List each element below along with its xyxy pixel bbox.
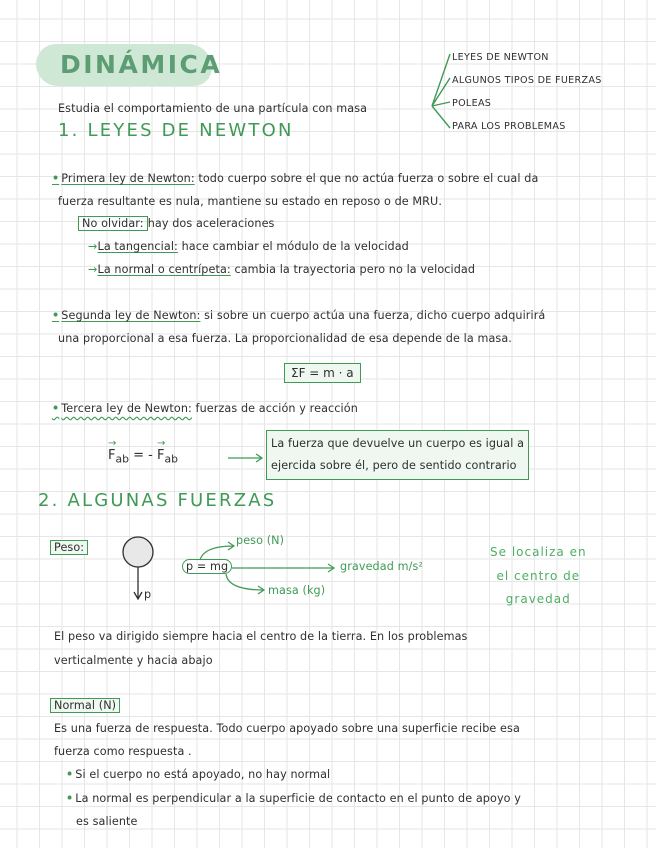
- no-olvidar-line: [78, 217, 274, 230]
- second-law-line2: una proporcional a esa fuerza. La proporcionalidad de esa depende de la masa.: [58, 332, 512, 345]
- normal-desc-line: fuerza como respuesta .: [54, 745, 192, 758]
- section2-title: ALGUNAS FUERZAS: [67, 490, 277, 511]
- topic-item: PARA LOS PROBLEMAS: [452, 121, 566, 132]
- third-law-note-line: La fuerza que devuelve un cuerpo es igual a: [271, 437, 525, 450]
- arrow-icon: →: [88, 240, 98, 253]
- normal-label: Normal (N): [50, 698, 120, 713]
- acceleration-text: hace cambiar el módulo de la velocidad: [181, 240, 409, 253]
- force-symbol: F: [108, 448, 116, 463]
- weight-vector-label: p: [144, 588, 152, 601]
- third-law-equation: [108, 438, 178, 466]
- formula-box: ΣF = m · a: [284, 363, 361, 383]
- peso-note-line: Se localiza en: [490, 545, 587, 559]
- force-subscript: ab: [115, 452, 129, 466]
- acceleration-text: cambia la trayectoria pero no la velocidad: [234, 263, 476, 276]
- intro-text: Estudia el comportamiento de una partícula con masa: [58, 102, 368, 115]
- peso-note: [490, 541, 587, 612]
- peso-unit: peso (N): [236, 534, 285, 547]
- second-law-text: si sobre un cuerpo actúa una fuerza, dicho cuerpo adquirirá: [204, 309, 546, 322]
- arrow-right-icon: [226, 452, 266, 464]
- second-law-line1: [52, 309, 545, 322]
- normal-desc-line: Es una fuerza de respuesta. Todo cuerpo apoyado sobre una superficie recibe esa: [54, 722, 520, 735]
- first-law-line1: [52, 172, 538, 185]
- gravedad-unit: gravedad m/s²: [340, 560, 423, 573]
- section1-number: 1.: [58, 120, 80, 141]
- acceleration-label: La tangencial:: [97, 240, 178, 253]
- no-olvidar-label: No olvidar:: [78, 216, 148, 231]
- peso-diagram: [116, 534, 166, 606]
- force-subscript: ab: [164, 452, 178, 466]
- third-law-note: [266, 430, 529, 480]
- arrow-icon: →: [88, 263, 98, 276]
- section1-title: LEYES DE NEWTON: [87, 120, 294, 141]
- topic-item: LEYES DE NEWTON: [452, 52, 549, 63]
- normal-bullet: • La normal es perpendicular a la superficie de contacto en el punto de apoyo y: [66, 792, 521, 805]
- normal-bullet-continuation: es saliente: [76, 815, 138, 828]
- acceleration-item: [88, 240, 409, 253]
- peso-note-line: gravedad: [505, 592, 571, 606]
- second-law-label: • Segunda ley de Newton:: [52, 309, 200, 322]
- force-symbol: F: [157, 448, 165, 463]
- third-law-label: • Tercera ley de Newton:: [52, 402, 192, 415]
- arrow-over-icon: →: [108, 438, 117, 449]
- topic-item: ALGUNOS TIPOS DE FUERZAS: [452, 75, 602, 86]
- third-law-note-line: ejercida sobre él, pero de sentido contrario: [271, 459, 517, 472]
- arrow-over-icon: →: [157, 438, 166, 449]
- normal-bullet: • Si el cuerpo no está apoyado, no hay normal: [66, 768, 330, 781]
- acceleration-item: [88, 263, 475, 276]
- acceleration-label: La normal o centrípeta:: [97, 263, 231, 276]
- topic-item: POLEAS: [452, 98, 492, 109]
- peso-note-line: el centro de: [496, 568, 581, 583]
- peso-desc-line: El peso va dirigido siempre hacia el centro de la tierra. En los problemas: [54, 630, 468, 643]
- third-law-line: [52, 402, 358, 415]
- peso-formula: p = mg: [182, 559, 232, 574]
- masa-unit: masa (kg): [268, 584, 326, 597]
- page-title: DINÁMICA: [60, 50, 223, 79]
- equals-minus: = -: [133, 448, 153, 463]
- first-law-label: • Primera ley de Newton:: [52, 172, 195, 185]
- section2-heading: [38, 490, 276, 511]
- first-law-line2: fuerza resultante es nula, mantiene su estado en reposo o de MRU.: [58, 195, 442, 208]
- no-olvidar-text: hay dos aceleraciones: [147, 217, 275, 230]
- peso-desc-line: verticalmente y hacia abajo: [54, 654, 213, 667]
- peso-label: Peso:: [50, 540, 88, 555]
- section2-number: 2.: [38, 490, 60, 511]
- third-law-text: fuerzas de acción y reacción: [195, 402, 358, 415]
- first-law-text: todo cuerpo sobre el que no actúa fuerza o sobre el cual da: [198, 172, 539, 185]
- section1-heading: [58, 120, 294, 141]
